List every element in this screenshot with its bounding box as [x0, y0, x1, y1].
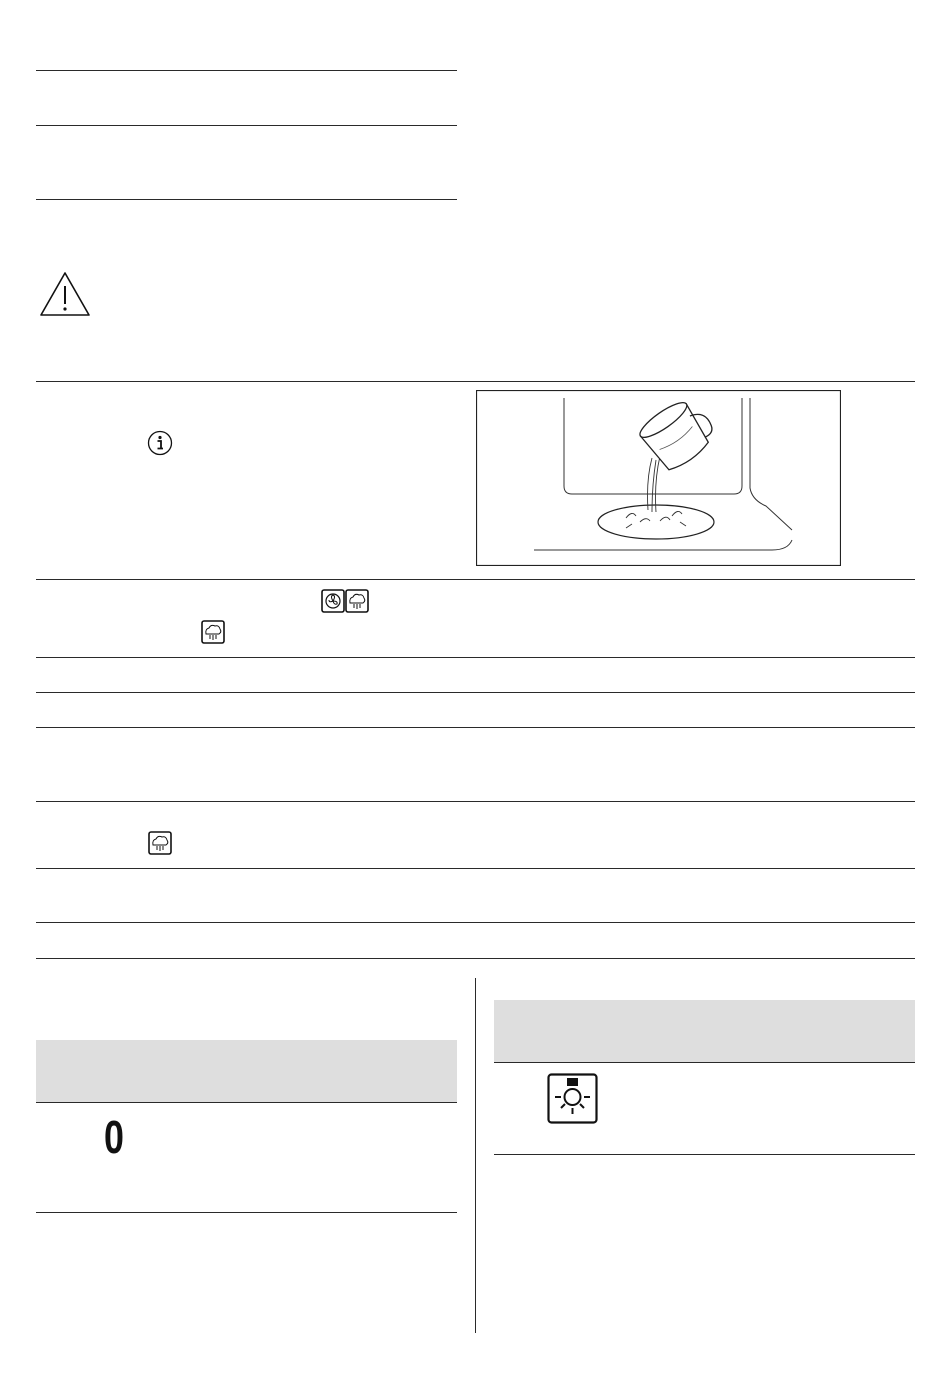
table-header — [494, 1000, 915, 1062]
display-digit: 0 — [104, 1111, 124, 1163]
rule — [494, 1154, 915, 1155]
rule — [36, 70, 457, 71]
info-icon — [147, 430, 173, 456]
rule — [36, 692, 915, 693]
table-header — [36, 1040, 457, 1102]
warning-triangle-icon — [38, 270, 92, 318]
rule — [36, 125, 457, 126]
rule — [36, 727, 915, 728]
rule — [36, 922, 915, 923]
rule — [36, 1212, 457, 1213]
water-pouring-illustration — [476, 390, 841, 566]
fan-steam-mode-icon — [321, 589, 369, 613]
lamp-icon — [547, 1073, 598, 1124]
rule — [36, 868, 915, 869]
rule — [36, 801, 915, 802]
rule — [494, 1062, 915, 1063]
rule — [36, 958, 915, 959]
rule — [36, 381, 915, 382]
rule — [36, 579, 915, 580]
rule — [36, 1102, 457, 1103]
steam-mode-icon — [148, 831, 172, 855]
rule — [36, 199, 457, 200]
steam-mode-icon — [201, 620, 225, 644]
rule — [36, 657, 915, 658]
column-divider — [475, 978, 476, 1333]
